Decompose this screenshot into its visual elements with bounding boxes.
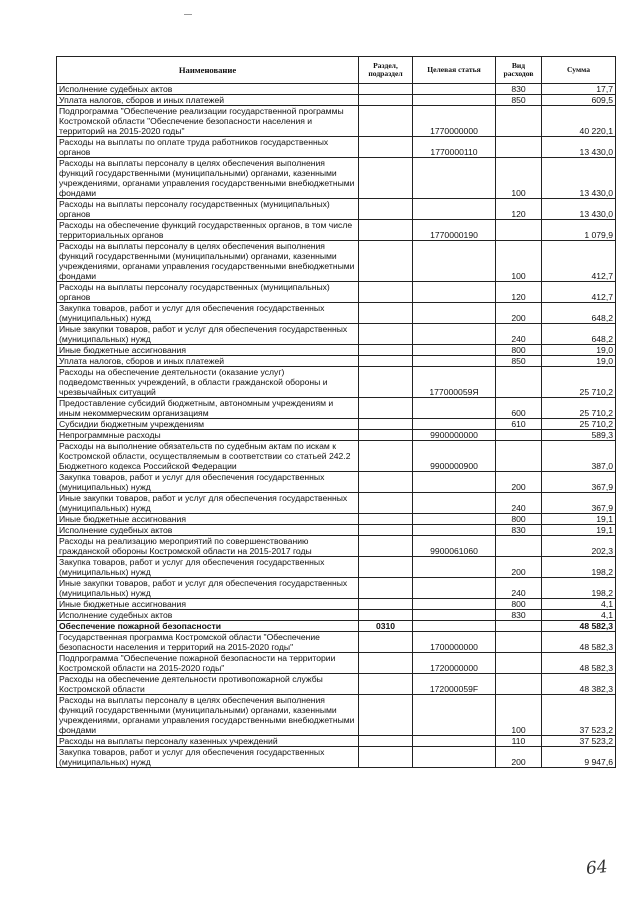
table-row [57, 137, 616, 158]
cell-name: Расходы на обеспечение деятельности (оказание услуг) подведомственных учреждений, в области гражданской обороны и чрезвычайных ситуаций [57, 367, 359, 398]
budget-document [56, 56, 615, 768]
cell-kind [496, 632, 542, 653]
cell-kind: 200 [496, 747, 542, 768]
cell-kind [496, 674, 542, 695]
cell-section [359, 578, 413, 599]
cell-kind: 830 [496, 84, 542, 95]
table-row [57, 158, 616, 199]
cell-name: Подпрограмма "Обеспечение пожарной безопасности на территории Костромской области на 2015-2020 годы" [57, 653, 359, 674]
cell-section [359, 736, 413, 747]
table-row [57, 345, 616, 356]
table-row [57, 621, 616, 632]
cell-target [413, 736, 496, 747]
cell-sum: 9 947,6 [542, 747, 616, 768]
cell-target: 1770000000 [413, 106, 496, 137]
cell-kind: 240 [496, 493, 542, 514]
cell-section [359, 557, 413, 578]
cell-target [413, 695, 496, 736]
cell-kind: 110 [496, 736, 542, 747]
cell-name: Иные бюджетные ассигнования [57, 345, 359, 356]
cell-target [413, 84, 496, 95]
cell-section [359, 653, 413, 674]
header-sum: Сумма [542, 57, 616, 84]
cell-section [359, 367, 413, 398]
cell-section [359, 345, 413, 356]
cell-kind [496, 137, 542, 158]
cell-target [413, 610, 496, 621]
cell-name: Расходы на выполнение обязательств по судебным актам по искам к Костромской области, осуществляемым в соответствии со статьей 242.2 Бюджетного кодекса Российской Федерации [57, 441, 359, 472]
table-row [57, 419, 616, 430]
cell-section [359, 282, 413, 303]
cell-target: 9900000900 [413, 441, 496, 472]
table-row [57, 282, 616, 303]
cell-kind: 800 [496, 345, 542, 356]
cell-kind: 830 [496, 610, 542, 621]
cell-name: Государственная программа Костромской области "Обеспечение безопасности населения и территорий на 2015-2020 годы" [57, 632, 359, 653]
cell-target [413, 472, 496, 493]
cell-sum: 25 710,2 [542, 398, 616, 419]
cell-section [359, 220, 413, 241]
cell-section [359, 241, 413, 282]
cell-name: Иные закупки товаров, работ и услуг для обеспечения государственных (муниципальных) нужд [57, 578, 359, 599]
cell-name: Расходы на обеспечение деятельности противопожарной службы Костромской области [57, 674, 359, 695]
cell-target [413, 158, 496, 199]
table-header-row [57, 57, 616, 84]
cell-kind: 200 [496, 472, 542, 493]
cell-target: 9900000000 [413, 430, 496, 441]
cell-section [359, 84, 413, 95]
cell-name: Расходы на выплаты персоналу казенных учреждений [57, 736, 359, 747]
budget-table [56, 56, 616, 768]
cell-section [359, 472, 413, 493]
cell-kind: 100 [496, 241, 542, 282]
page-number: 64 [585, 856, 609, 880]
cell-kind: 800 [496, 514, 542, 525]
cell-target: 1700000000 [413, 632, 496, 653]
cell-sum: 198,2 [542, 578, 616, 599]
cell-sum: 48 582,3 [542, 653, 616, 674]
cell-target [413, 747, 496, 768]
cell-kind [496, 653, 542, 674]
cell-kind: 100 [496, 695, 542, 736]
cell-kind [496, 621, 542, 632]
cell-target [413, 525, 496, 536]
table-row [57, 472, 616, 493]
cell-target [413, 345, 496, 356]
cell-target: 1770000190 [413, 220, 496, 241]
cell-name: Исполнение судебных актов [57, 610, 359, 621]
cell-sum: 4,1 [542, 610, 616, 621]
table-row [57, 736, 616, 747]
cell-section [359, 610, 413, 621]
cell-target [413, 514, 496, 525]
cell-sum: 19,1 [542, 525, 616, 536]
table-row [57, 578, 616, 599]
table-row [57, 84, 616, 95]
cell-kind [496, 430, 542, 441]
cell-kind: 120 [496, 282, 542, 303]
cell-kind: 240 [496, 578, 542, 599]
table-row [57, 367, 616, 398]
cell-sum: 25 710,2 [542, 419, 616, 430]
cell-name: Уплата налогов, сборов и иных платежей [57, 356, 359, 367]
cell-sum: 48 382,3 [542, 674, 616, 695]
cell-target [413, 95, 496, 106]
cell-sum: 202,3 [542, 536, 616, 557]
cell-sum: 367,9 [542, 493, 616, 514]
cell-name: Исполнение судебных актов [57, 84, 359, 95]
cell-name: Обеспечение пожарной безопасности [57, 621, 359, 632]
cell-section [359, 599, 413, 610]
cell-section [359, 632, 413, 653]
cell-sum: 589,3 [542, 430, 616, 441]
cell-section [359, 430, 413, 441]
cell-sum: 13 430,0 [542, 158, 616, 199]
cell-sum: 198,2 [542, 557, 616, 578]
cell-target: 1770000110 [413, 137, 496, 158]
cell-section [359, 695, 413, 736]
table-row [57, 695, 616, 736]
table-row [57, 430, 616, 441]
cell-section [359, 158, 413, 199]
cell-kind: 120 [496, 199, 542, 220]
cell-target [413, 621, 496, 632]
cell-name: Подпрограмма "Обеспечение реализации государственной программы Костромской области "Обеспечение безопасности населения и территорий на 2015-2020 годы" [57, 106, 359, 137]
table-row [57, 653, 616, 674]
table-row [57, 441, 616, 472]
cell-section [359, 324, 413, 345]
cell-name: Субсидии бюджетным учреждениям [57, 419, 359, 430]
table-row [57, 303, 616, 324]
table-row [57, 747, 616, 768]
cell-target: 9900061060 [413, 536, 496, 557]
cell-sum: 609,5 [542, 95, 616, 106]
cell-sum: 37 523,2 [542, 736, 616, 747]
table-body [57, 84, 616, 768]
cell-kind: 240 [496, 324, 542, 345]
cell-section [359, 514, 413, 525]
cell-section [359, 398, 413, 419]
table-row [57, 324, 616, 345]
cell-kind [496, 106, 542, 137]
cell-section [359, 356, 413, 367]
cell-target [413, 557, 496, 578]
table-row [57, 514, 616, 525]
table-row [57, 557, 616, 578]
cell-kind [496, 220, 542, 241]
cell-sum: 48 582,3 [542, 621, 616, 632]
cell-sum: 648,2 [542, 324, 616, 345]
table-row [57, 95, 616, 106]
cell-section [359, 419, 413, 430]
table-row [57, 610, 616, 621]
cell-section [359, 199, 413, 220]
cell-sum: 1 079,9 [542, 220, 616, 241]
table-row [57, 674, 616, 695]
cell-section [359, 441, 413, 472]
cell-name: Непрограммные расходы [57, 430, 359, 441]
table-row [57, 398, 616, 419]
cell-target [413, 578, 496, 599]
cell-target [413, 599, 496, 610]
cell-name: Иные бюджетные ассигнования [57, 599, 359, 610]
cell-sum: 40 220,1 [542, 106, 616, 137]
cell-name: Расходы на выплаты персоналу в целях обеспечения выполнения функций государственными (муниципальными) органами, казенными учреждениями, органами управления государственными внебюджетными фондами [57, 158, 359, 199]
cell-sum: 367,9 [542, 472, 616, 493]
table-row [57, 106, 616, 137]
cell-name: Расходы на выплаты персоналу в целях обеспечения выполнения функций государственными (муниципальными) органами, казенными учреждениями, органами управления государственными внебюджетными фондами [57, 695, 359, 736]
cell-section [359, 137, 413, 158]
cell-target [413, 324, 496, 345]
cell-section [359, 303, 413, 324]
table-row [57, 493, 616, 514]
cell-sum: 37 523,2 [542, 695, 616, 736]
cell-sum: 19,1 [542, 514, 616, 525]
table-row [57, 632, 616, 653]
cell-kind: 600 [496, 398, 542, 419]
cell-kind [496, 536, 542, 557]
cell-target [413, 419, 496, 430]
cell-sum: 17,7 [542, 84, 616, 95]
cell-sum: 412,7 [542, 241, 616, 282]
cell-sum: 48 582,3 [542, 632, 616, 653]
table-row [57, 356, 616, 367]
cell-section [359, 493, 413, 514]
cell-target [413, 282, 496, 303]
cell-section: 0310 [359, 621, 413, 632]
cell-kind: 200 [496, 557, 542, 578]
cell-target [413, 398, 496, 419]
cell-name: Уплата налогов, сборов и иных платежей [57, 95, 359, 106]
cell-target [413, 241, 496, 282]
cell-sum: 13 430,0 [542, 137, 616, 158]
table-row [57, 525, 616, 536]
header-kind: Вид расходов [496, 57, 542, 84]
cell-name: Исполнение судебных актов [57, 525, 359, 536]
header-target: Целевая статья [413, 57, 496, 84]
cell-kind [496, 441, 542, 472]
cell-name: Закупка товаров, работ и услуг для обеспечения государственных (муниципальных) нужд [57, 472, 359, 493]
cell-sum: 13 430,0 [542, 199, 616, 220]
table-row [57, 599, 616, 610]
cell-kind: 200 [496, 303, 542, 324]
header-name: Наименование [57, 57, 359, 84]
cell-target: 1720000000 [413, 653, 496, 674]
cell-sum: 19,0 [542, 345, 616, 356]
cell-kind: 850 [496, 95, 542, 106]
cell-name: Иные закупки товаров, работ и услуг для обеспечения государственных (муниципальных) нужд [57, 493, 359, 514]
cell-section [359, 525, 413, 536]
cell-section [359, 106, 413, 137]
table-row [57, 220, 616, 241]
header-section: Раздел, подраздел [359, 57, 413, 84]
cell-sum: 4,1 [542, 599, 616, 610]
cell-target: 172000059F [413, 674, 496, 695]
cell-name: Расходы на выплаты по оплате труда работников государственных органов [57, 137, 359, 158]
cell-name: Иные закупки товаров, работ и услуг для обеспечения государственных (муниципальных) нужд [57, 324, 359, 345]
cell-target [413, 356, 496, 367]
table-row [57, 199, 616, 220]
cell-name: Иные бюджетные ассигнования [57, 514, 359, 525]
cell-kind: 830 [496, 525, 542, 536]
cell-section [359, 674, 413, 695]
cell-kind [496, 367, 542, 398]
scan-mark [184, 14, 192, 15]
cell-name: Расходы на обеспечение функций государственных органов, в том числе территориальных органов [57, 220, 359, 241]
cell-kind: 800 [496, 599, 542, 610]
cell-sum: 412,7 [542, 282, 616, 303]
cell-sum: 19,0 [542, 356, 616, 367]
cell-name: Расходы на выплаты персоналу государственных (муниципальных) органов [57, 199, 359, 220]
cell-target [413, 493, 496, 514]
cell-name: Закупка товаров, работ и услуг для обеспечения государственных (муниципальных) нужд [57, 303, 359, 324]
cell-section [359, 95, 413, 106]
cell-sum: 387,0 [542, 441, 616, 472]
cell-sum: 648,2 [542, 303, 616, 324]
cell-section [359, 747, 413, 768]
cell-name: Расходы на реализацию мероприятий по совершенствованию гражданской обороны Костромской области на 2015-2017 годы [57, 536, 359, 557]
cell-section [359, 536, 413, 557]
cell-name: Закупка товаров, работ и услуг для обеспечения государственных (муниципальных) нужд [57, 747, 359, 768]
cell-sum: 25 710,2 [542, 367, 616, 398]
table-row [57, 536, 616, 557]
cell-kind: 850 [496, 356, 542, 367]
cell-target: 177000059Я [413, 367, 496, 398]
cell-kind: 610 [496, 419, 542, 430]
cell-name: Расходы на выплаты персоналу государственных (муниципальных) органов [57, 282, 359, 303]
cell-name: Расходы на выплаты персоналу в целях обеспечения выполнения функций государственными (муниципальными) органами, казенными учреждениями, органами управления государственными внебюджетными фондами [57, 241, 359, 282]
cell-target [413, 303, 496, 324]
cell-kind: 100 [496, 158, 542, 199]
cell-name: Предоставление субсидий бюджетным, автономным учреждениям и иным некоммерческим организациям [57, 398, 359, 419]
cell-name: Закупка товаров, работ и услуг для обеспечения государственных (муниципальных) нужд [57, 557, 359, 578]
cell-target [413, 199, 496, 220]
table-row [57, 241, 616, 282]
